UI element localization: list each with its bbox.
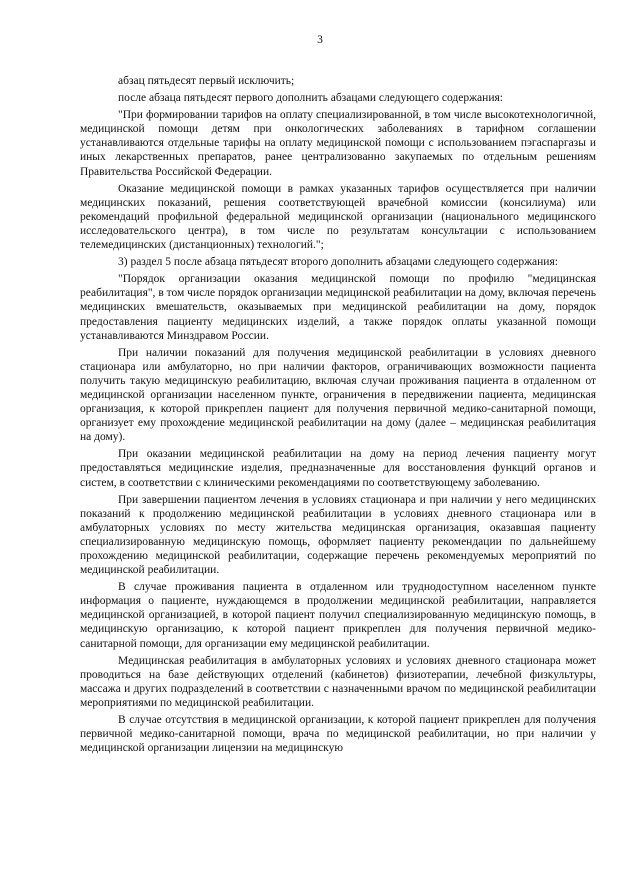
paragraph: В случае отсутствия в медицинской организации, к которой пациент прикреплен для получения первичной медико-санитарной помощи, врача по медицинской реабилитации, но при наличии у медицинской организации лицензии на медицинскую <box>80 714 596 755</box>
paragraph: В случае проживания пациента в отдаленном или труднодоступном населенном пункте информация о пациенте, нуждающемся в продолжении медицинской реабилитации, направляется медицинской организацией, в которой пациент получил специализированную медицинскую помощь, в медицинскую организацию, к которой пациент прикреплен для получения первичной медико-санитарной помощи, для организации ему медицинской реабилитации. <box>80 581 596 650</box>
paragraph: При наличии показаний для получения медицинской реабилитации в условиях дневного стационара или амбулаторно, но при наличии факторов, ограничивающих возможности пациента получить такую медицинскую реабилитацию, включая случаи проживания пациента в отдаленном от медицинской организации населенном пункте, ограничения в передвижении пациента, медицинская организация, к которой прикреплен пациент для получения первичной медико-санитарной помощи, организует ему прохождение медицинской реабилитации на дому (далее – медицинская реабилитация на дому). <box>80 346 596 444</box>
paragraph: 3) раздел 5 после абзаца пятьдесят второго дополнить абзацами следующего содержания: <box>118 256 558 269</box>
document-body <box>80 74 596 755</box>
paragraph: Оказание медицинской помощи в рамках указанных тарифов осуществляется при наличии медицинских показаний, решения соответствующей врачебной комиссии (консилиума) или рекомендаций профильной федеральной медицинской организации (национального медицинского исследовательского центра), в том числе по результатам консультации с использованием телемедицинских (дистанционных) технологий."; <box>80 182 596 252</box>
paragraph: "Порядок организации оказания медицинской помощи по профилю "медицинская реабилитация", в том числе порядок организации медицинской реабилитации на дому, включая перечень медицинских вмешательств, оказываемых при медицинской реабилитации на дому, порядок предоставления пациенту медицинских изделий, а также порядок оплаты указанной помощи устанавливаются Минздравом России. <box>80 273 596 342</box>
paragraph: При оказании медицинской реабилитации на дому на период лечения пациенту могут предоставляться медицинские изделия, предназначенные для восстановления функций органов и систем, в соответствии с клиническими рекомендациями по соответствующему заболеванию. <box>80 448 596 489</box>
paragraph: При завершении пациентом лечения в условиях стационара и при наличии у него медицинских показаний к продолжению медицинской реабилитации в условиях дневного стационара или в амбулаторных условиях по месту жительства медицинская организация, оказавшая пациенту специализированную медицинскую помощь, оформляет пациенту рекомендации по дальнейшему прохождению медицинской реабилитации, содержащие перечень рекомендуемых мероприятий по медицинской реабилитации. <box>80 493 596 577</box>
paragraph: "При формировании тарифов на оплату специализированной, в том числе высокотехнологичной, медицинской помощи детям при онкологических заболеваниях в тарифном соглашении устанавливаются отдельные тарифы на оплату медицинской помощи с использованием пэгаспаргазы и иных лекарственных препаратов, ранее централизованно закупаемых по отдельным решениям Правительства Российской Федерации. <box>80 109 596 178</box>
page-number: 3 <box>317 34 323 46</box>
paragraph: после абзаца пятьдесят первого дополнить абзацами следующего содержания: <box>118 92 503 105</box>
paragraph: Медицинская реабилитация в амбулаторных условиях и условиях дневного стационара может проводиться на базе действующих отделений (кабинетов) физиотерапии, лечебной физкультуры, массажа и других подразделений в соответствии с назначенными врачом по медицинской реабилитации мероприятиями по медицинской реабилитации. <box>80 654 596 709</box>
paragraph: абзац пятьдесят первый исключить; <box>118 75 295 87</box>
